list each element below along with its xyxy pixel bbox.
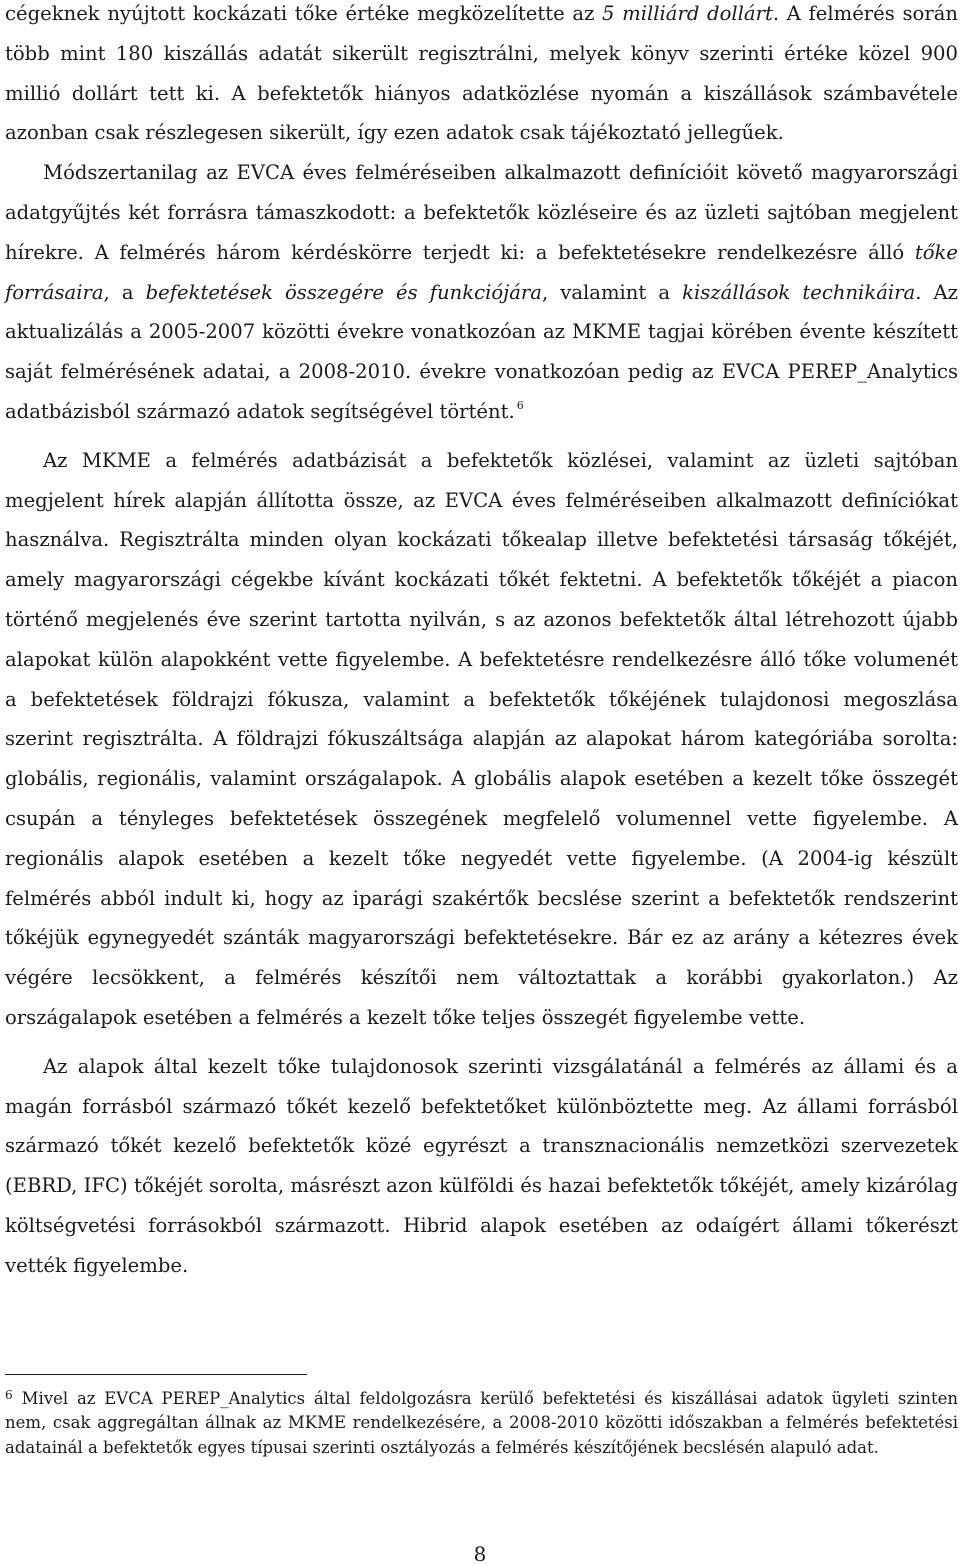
paragraph-database — [5, 441, 958, 1038]
footnote-separator — [5, 1374, 307, 1375]
footnote-text: Mivel az EVCA PEREP_Analytics által feldolgozásra kerülő befektetési és kiszállásai adatok ügyleti szinten nem, csak aggregáltan állnak az MKME rendelkezésére, a 2008-2010 közötti időszakban a felmérés befektetési adatainál a befektetők egyes típusai szerinti osztályozás a felmérés készítőjének becslésén alapuló adat. — [5, 1389, 958, 1457]
paragraph-methodology — [5, 153, 958, 432]
text-segment: Az alapok által kezelt tőke tulajdonosok szerinti vizsgálatánál a felmérés az állami és a magán forrásból származó tőkét kezelő befektetőket különböztette meg. Az állami forrásból származó tőkét kezelő befektetők közé egyrészt a transznacionális nemzetközi szervezetek (EBRD, IFC) tőkéjét sorolta, másrészt azon külföldi és hazai befektetők tőkéjét, amely kizárólag költségvetési forrásokból származott. Hibrid alapok esetében az odaígért állami tőkerészt vették figyelembe. — [5, 1054, 958, 1277]
text-segment: , a — [103, 280, 146, 304]
document-body — [5, 0, 958, 1286]
text-segment: Módszertanilag az EVCA éves felméréseiben alkalmazott definícióit követő magyarországi adatgyűjtés két forrásra támaszkodott: a befektetők közléseire és az üzleti sajtóban megjelent hírekre. A felmérés három kérdéskörre terjedt ki: a befektetésekre rendelkezésre álló — [5, 161, 958, 264]
paragraph-capital-flows — [5, 0, 958, 153]
text-segment: . A felmérés során több mint 180 kiszállás adatát sikerült regisztrálni, melyek könyv szerinti értéke közel 900 millió dollárt tett ki. A befektetők hiányos adatközlése nyomán a kiszállások számbavétele azonban csak részlegesen sikerült, így ezen adatok csak tájékoztató jellegűek. — [5, 2, 958, 145]
emphasis-5-billion-dollars: 5 milliárd dollárt — [602, 2, 773, 25]
text-segment: . Az aktualizálás a 2005-2007 közötti évekre vonatkozóan az MKME tagjai körében évente készített saját felmérésének adatai, a 2008-2010. évekre vonatkozóan pedig az EVCA PEREP_Analytics adatbázisból származó adatok segítségével történt. — [5, 280, 958, 423]
footnote-reference[interactable]: 6 — [516, 398, 524, 412]
emphasis-capital-sources: tőke forrásaira — [5, 240, 958, 304]
emphasis-exit-techniques: kiszállások technikáira — [682, 280, 916, 304]
footnote-marker: 6 — [5, 1388, 13, 1402]
text-segment: cégeknek nyújtott kockázati tőke értéke megközelítette az — [5, 2, 603, 25]
footnote — [5, 1387, 958, 1460]
text-segment: , valamint a — [541, 280, 683, 304]
emphasis-investment-amounts: befektetések összegére és funkciójára — [145, 280, 542, 304]
page-number: 8 — [473, 1542, 487, 1566]
text-segment: Az MKME a felmérés adatbázisát a befektetők közlései, valamint az üzleti sajtóban megjelent hírek alapján állította össze, az EVCA éves felméréseiben alkalmazott definíciókat használva. Regisztrálta minden olyan kockázati tőkealap illetve befektetési társaság tőkéjét, amely magyarországi cégekbe kívánt kockázati tőkét fektetni. A befektetők tőkéjét a piacon történő megjelenés éve szerint tartotta nyilván, s az azonos befektetők által létrehozott újabb alapokat külön alapokként vette figyelembe. A befektetésre rendelkezésre álló tőke volumenét a befektetések földrajzi fókusza, valamint a befektetők tőkéjének tulajdonosi megoszlása szerint regisztrálta. A földrajzi fókuszáltsága alapján az alapokat három kategóriába sorolta: globális, regionális, valamint országalapok. A globális alapok esetében a kezelt tőke összegét csupán a tényleges befektetések összegének megfelelő volumennel vette figyelembe. A regionális alapok esetében a kezelt tőke negyedét vette figyelembe. (A 2004-ig készült felmérés abból indult ki, hogy az iparági szakértők becslése szerint a befektetők rendszerint tőkéjük egynegyedét szánták magyarországi befektetésekre. Bár ez az arány a kétezres évek végére lecsökkent, a felmérés készítői nem változtattak a korábbi gyakorlaton.) Az országalapok esetében a felmérés a kezelt tőke teljes összegét figyelembe vette. — [5, 448, 958, 1029]
paragraph-ownership — [5, 1047, 958, 1286]
